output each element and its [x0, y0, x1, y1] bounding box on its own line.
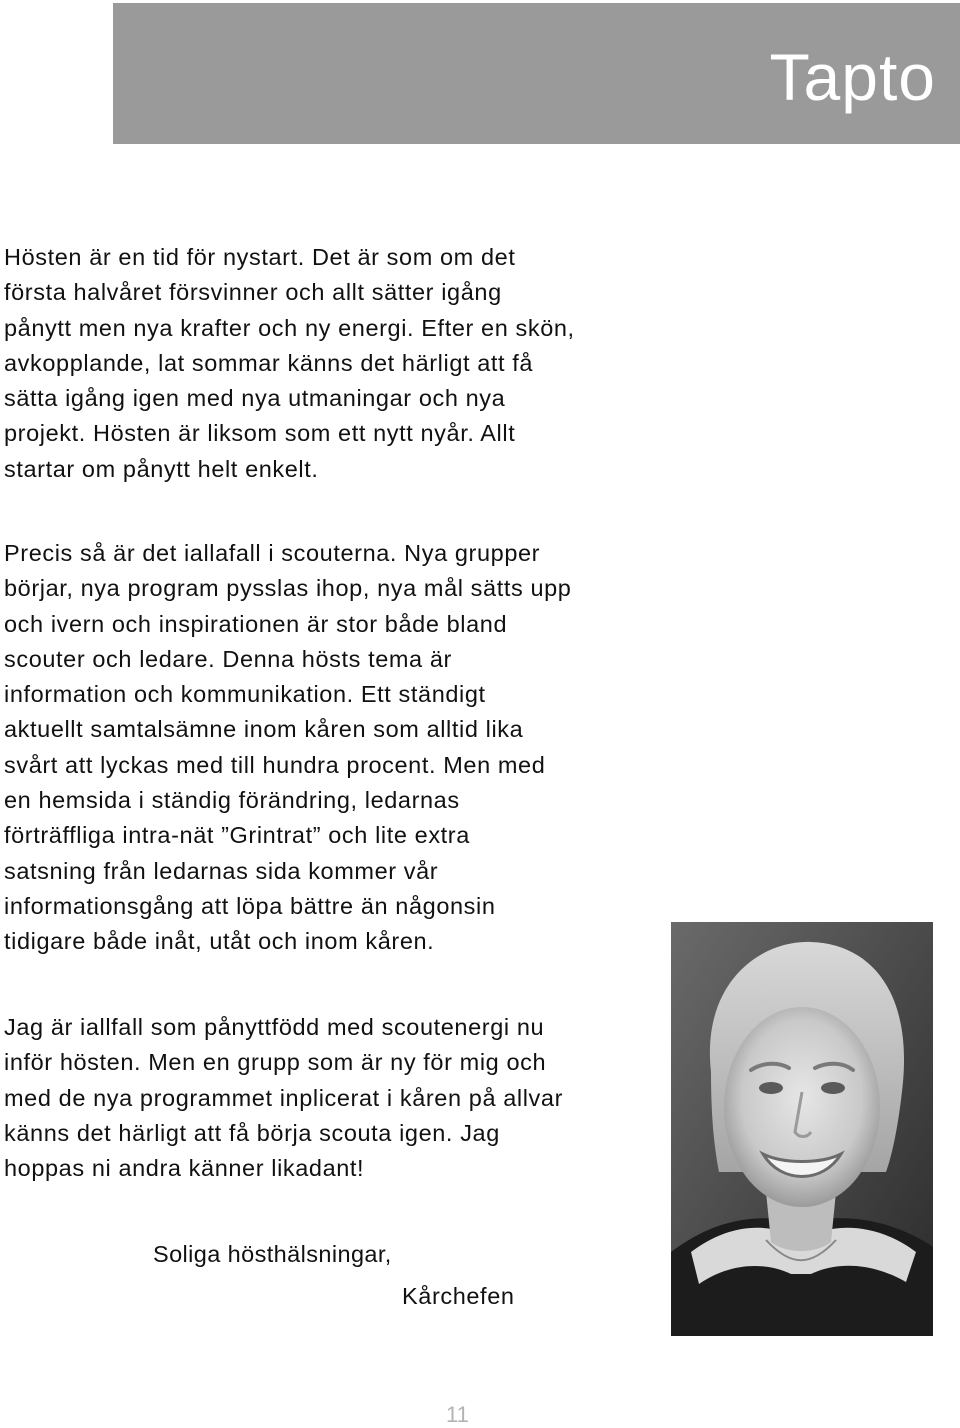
signature: Kårchefen — [402, 1283, 515, 1309]
paragraph-intro — [4, 240, 644, 487]
paragraph-line: Hösten är en tid för nystart. Det är som om det — [4, 244, 516, 270]
paragraph-personal — [4, 1010, 644, 1186]
paragraph-line: tidigare både inåt, utåt och inom kåren. — [4, 928, 435, 955]
paragraph-line: satsning från ledarnas sida kommer vår — [4, 857, 439, 884]
paragraph-line: första halvåret försvinner och allt sätter igång — [4, 279, 502, 306]
closing-greeting: Soliga hösthälsningar, — [153, 1241, 392, 1267]
paragraph-line: aktuellt samtalsämne inom kåren som alltid lika — [4, 716, 524, 743]
paragraph-line: sätta igång igen med nya utmaningar och nya — [4, 385, 506, 412]
paragraph-line: pånytt men nya krafter och ny energi. Efter en skön, — [4, 314, 575, 341]
paragraph-line: projekt. Hösten är liksom som ett nytt nyår. Allt — [4, 420, 516, 447]
header-band — [113, 3, 960, 144]
paragraph-scouts — [4, 536, 644, 960]
portrait-photo — [671, 922, 933, 1336]
paragraph-line: och ivern och inspirationen är stor både bland — [4, 610, 508, 637]
paragraph-line: börjar, nya program pysslas ihop, nya mål sätts upp — [4, 575, 572, 602]
paragraph-line: känns det härligt att få börja scouta igen. Jag — [4, 1119, 500, 1146]
paragraph-line: informationsgång att löpa bättre än någonsin — [4, 892, 496, 919]
paragraph-line: startar om pånytt helt enkelt. — [4, 455, 319, 482]
paragraph-line: Jag är iallfall som pånyttfödd med scoutenergi nu — [4, 1014, 545, 1040]
portrait-illustration — [671, 922, 933, 1336]
paragraph-line: svårt att lyckas med till hundra procent. Men med — [4, 751, 546, 778]
page-title: Tapto — [769, 40, 936, 114]
page-number: 11 — [446, 1402, 469, 1427]
paragraph-line: med de nya programmet inplicerat i kåren på allvar — [4, 1084, 564, 1111]
paragraph-line: avkopplande, lat sommar känns det härligt att få — [4, 349, 534, 376]
paragraph-line: scouter och ledare. Denna hösts tema är — [4, 645, 452, 672]
paragraph-line: hoppas ni andra känner likadant! — [4, 1155, 365, 1182]
paragraph-line: inför hösten. Men en grupp som är ny för mig och — [4, 1049, 547, 1076]
paragraph-line: en hemsida i ständig förändring, ledarnas — [4, 787, 460, 814]
paragraph-line: förträffliga intra-nät ”Grintrat” och lite extra — [4, 822, 470, 849]
paragraph-line: Precis så är det iallafall i scouterna. Nya grupper — [4, 540, 541, 566]
paragraph-line: information och kommunikation. Ett ständigt — [4, 681, 486, 708]
